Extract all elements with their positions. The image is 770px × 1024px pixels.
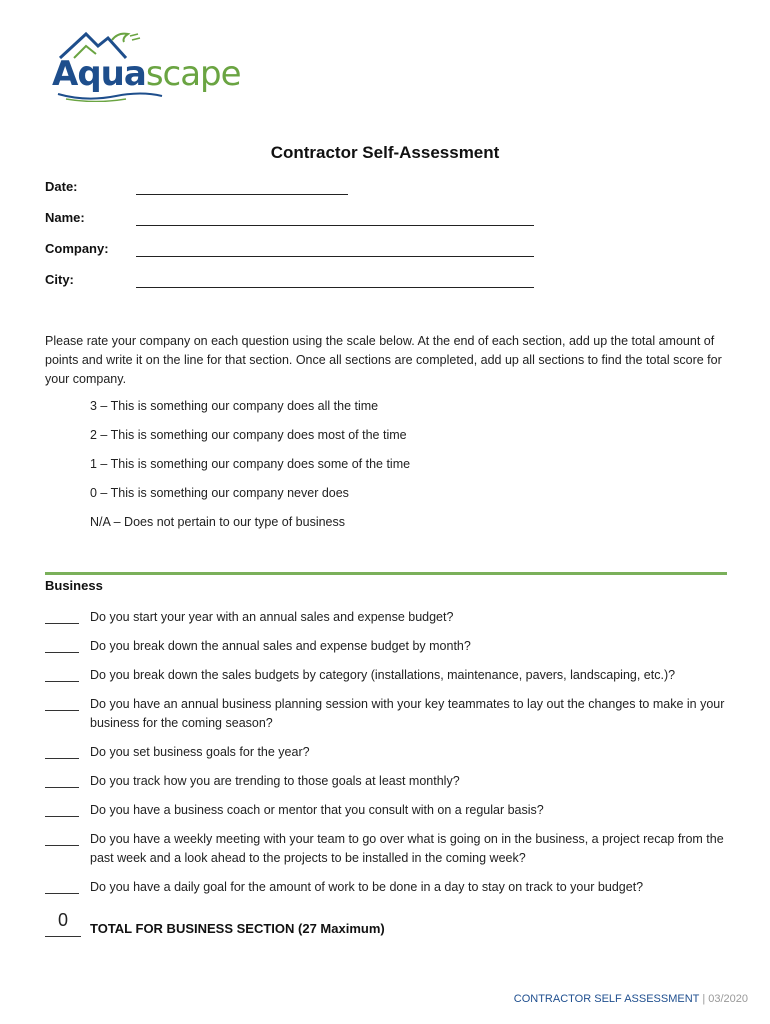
name-field[interactable]	[136, 225, 534, 226]
section-total-value[interactable]: 0	[57, 910, 68, 930]
score-blank[interactable]	[45, 710, 79, 711]
scale-item: 0 – This is something our company never does	[90, 486, 349, 500]
scale-item: N/A – Does not pertain to our type of business	[90, 515, 346, 529]
question-text: Do you have a business coach or mentor that you consult with on a regular basis?	[90, 803, 544, 817]
question-text: Do you have a daily goal for the amount of work to be done in a day to stay on track to your budget?	[90, 880, 644, 894]
question-text: Do you track how you are trending to those goals at least monthly?	[90, 774, 460, 788]
logo-part2: scape	[145, 54, 241, 94]
city-label: City:	[45, 272, 74, 287]
page-footer	[514, 993, 748, 1005]
section-divider	[45, 572, 727, 575]
section-title: Business	[45, 578, 103, 593]
logo-wordmark	[52, 54, 241, 94]
score-blank[interactable]	[45, 845, 79, 846]
name-label: Name:	[45, 210, 85, 225]
score-blank[interactable]	[45, 623, 79, 624]
question-text: Do you break down the sales budgets by category (installations, maintenance, pavers, landscaping, etc.)?	[90, 668, 676, 682]
logo-part1: Aqua	[52, 54, 146, 94]
footer-date: 03/2020	[708, 993, 748, 1005]
company-field[interactable]	[136, 256, 534, 257]
score-blank[interactable]	[45, 816, 79, 817]
score-blank[interactable]	[45, 681, 79, 682]
question-text: Do you have a weekly meeting with your team to go over what is going on in the business, a project recap from the past week and a look ahead to the projects to be installed in the coming week?	[90, 832, 724, 865]
instructions-paragraph: Please rate your company on each question using the scale below. At the end of each section, add up the total amount of points and write it on the line for that section. Once all sections are completed, add up all sections to find the total score for your company.	[45, 334, 722, 386]
city-field[interactable]	[136, 287, 534, 288]
question-text: Do you set business goals for the year?	[90, 745, 310, 759]
footer-separator: |	[702, 993, 706, 1005]
date-label: Date:	[45, 179, 78, 194]
scale-item: 2 – This is something our company does most of the time	[90, 428, 407, 442]
aquascape-logo	[52, 28, 241, 104]
page-title: Contractor Self-Assessment	[270, 143, 500, 162]
date-field[interactable]	[136, 194, 348, 195]
footer-text: CONTRACTOR SELF ASSESSMENT	[513, 993, 700, 1005]
logo-wave-icon	[56, 90, 166, 102]
score-blank[interactable]	[45, 652, 79, 653]
scale-item: 1 – This is something our company does some of the time	[90, 457, 411, 471]
question-text: Do you start your year with an annual sales and expense budget?	[90, 610, 454, 624]
score-blank[interactable]	[45, 893, 79, 894]
score-blank[interactable]	[45, 787, 79, 788]
section-total-label: TOTAL FOR BUSINESS SECTION (27 Maximum)	[90, 921, 385, 936]
question-text: Do you break down the annual sales and expense budget by month?	[90, 639, 471, 653]
score-blank[interactable]	[45, 758, 79, 759]
scale-item: 3 – This is something our company does all the time	[90, 399, 379, 413]
section-total-line	[45, 936, 81, 937]
company-label: Company:	[45, 241, 109, 256]
question-text: Do you have an annual business planning session with your key teammates to lay out the changes to make in your business for the coming season?	[90, 697, 725, 730]
